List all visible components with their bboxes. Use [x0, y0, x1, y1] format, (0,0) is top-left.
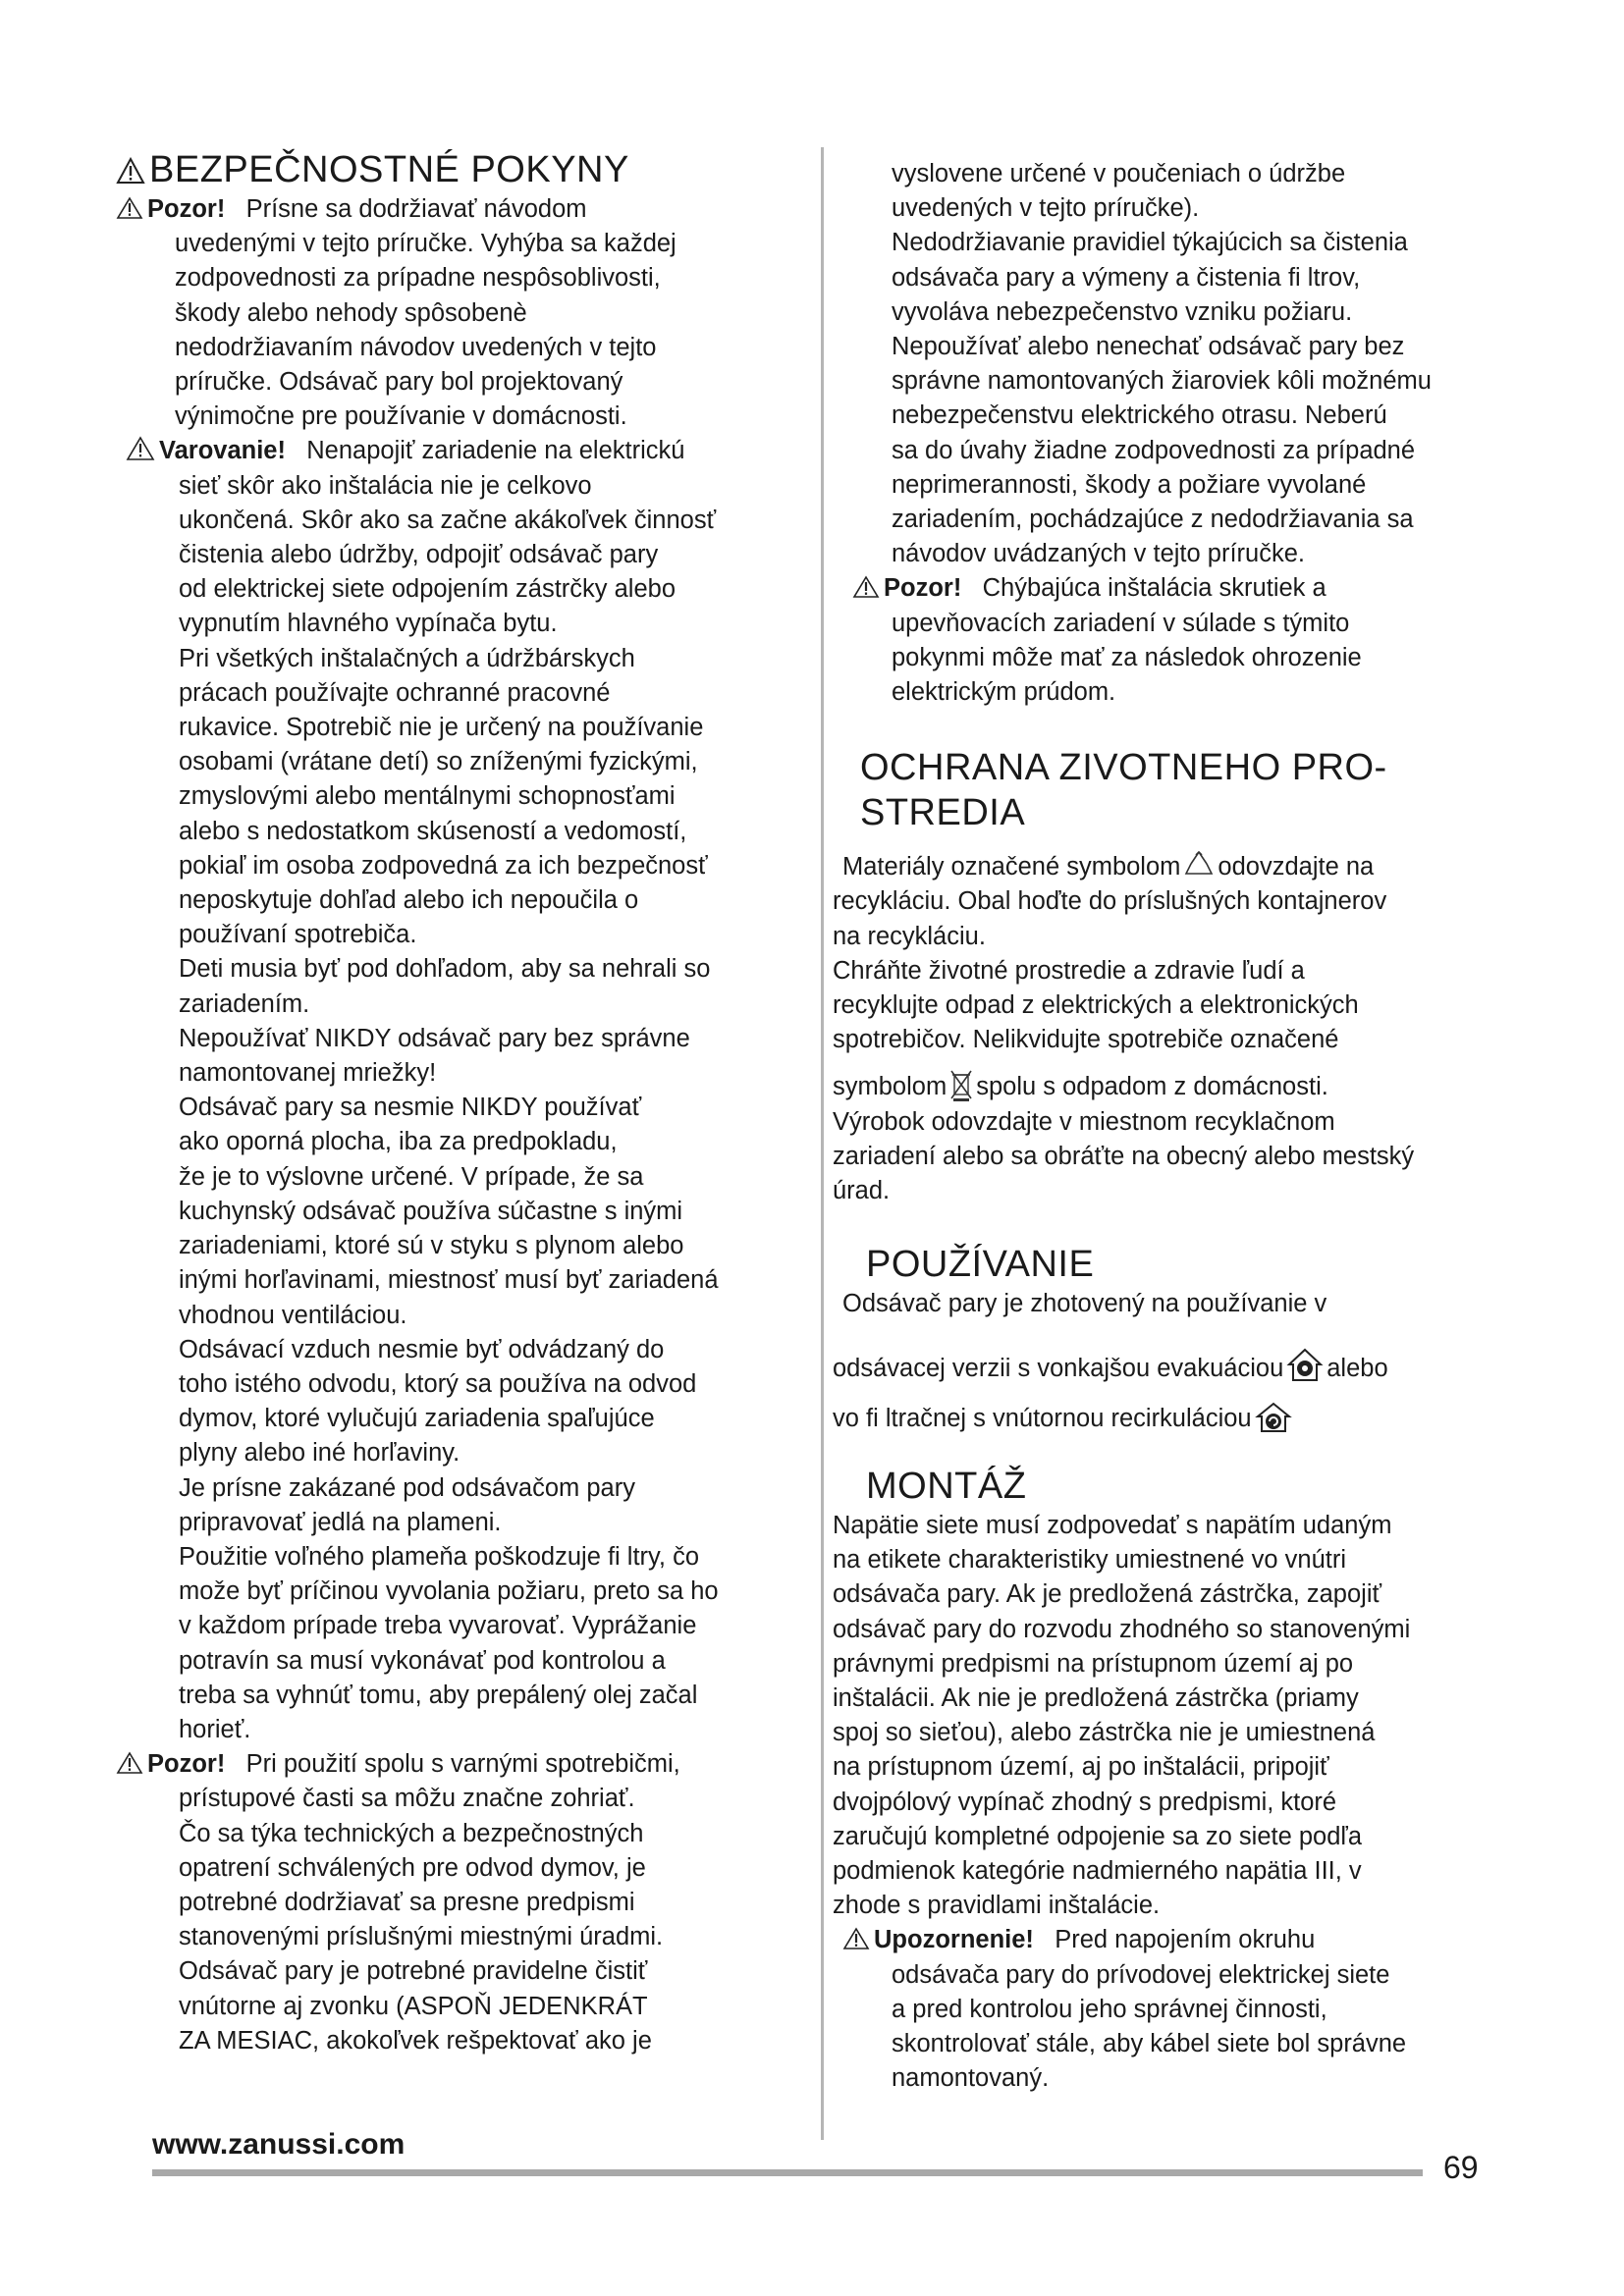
footer-url[interactable]: www.zanussi.com: [152, 2128, 406, 2161]
warning-triangle-icon: [116, 196, 143, 220]
text-line: vyslovene určené v poučeniach o údržbe: [892, 160, 1346, 187]
recirculation-mode-icon: [1254, 1401, 1293, 1434]
pozor3-label: Pozor!: [884, 574, 962, 603]
text-line: horieť.: [179, 1715, 251, 1743]
pozor1-label: Pozor!: [147, 195, 226, 223]
text-line: nedodržiavaním návodov uvedených v tejto: [175, 333, 657, 361]
text-line: škody alebo nehody spôsobenè: [175, 298, 527, 327]
warning-triangle-icon: [842, 1927, 870, 1950]
text-line: na prístupnom území, aj po inštalácii, pripojiť: [833, 1753, 1329, 1782]
text-line: zhode s pravidlami inštalácie.: [833, 1892, 1161, 1920]
text-line: ZA MESIAC, akokoľvek rešpektovať ako je: [179, 2026, 652, 2055]
text-line: odsávača pary do prívodovej elektrickej siete: [892, 1960, 1390, 1989]
montaz-body: [833, 1509, 1489, 1923]
text-line: vypnutím hlavného vypínača bytu.: [179, 610, 558, 638]
pozor2-label: Pozor!: [147, 1750, 226, 1779]
left-column: [145, 147, 813, 2058]
text-line: odsávača pary. Ak je predložená zástrčka, zapojiť: [833, 1580, 1382, 1609]
warning-triangle-icon: [852, 575, 880, 599]
warning-triangle-icon: [126, 436, 155, 461]
text-line: stanovenými príslušnými miestnými úradmi.: [179, 1923, 664, 1951]
text-line: Výrobok odovzdajte v miestnom recyklačnom: [833, 1107, 1335, 1136]
warning-triangle-icon: [116, 157, 145, 185]
warning-triangle-icon: [116, 1751, 143, 1775]
ochrana-line-weee: symbolom spolu s odpadom z domácnosti.: [833, 1067, 1489, 1104]
text-line: zariadeniami, ktoré sú v styku s plynom alebo: [179, 1232, 684, 1260]
pozor2-lead: Pozor! Pri použití spolu s varnými spotrebičmi,: [116, 1747, 813, 1782]
text-line: spotrebičov. Nelikvidujte spotrebiče označené: [833, 1026, 1339, 1054]
text-line: toho istého odvodu, ktorý sa používa na odvod: [179, 1369, 697, 1398]
ochrana-heading: OCHRANA ZIVOTNEHO PRO-: [860, 747, 1387, 789]
text-line: uvedených v tejto príručke).: [892, 194, 1200, 223]
text-line: Pri všetkých inštalačných a údržbárskych: [179, 644, 635, 672]
text-line: Čo sa týka technických a bezpečnostných: [179, 1819, 644, 1847]
footer-bar: [152, 2169, 1423, 2176]
text-line: správne namontovaných žiaroviek kôli možnému: [892, 367, 1432, 396]
montaz-section: [833, 1464, 1489, 2096]
ochrana-body-b: [833, 1105, 1489, 1209]
text-line: úrad.: [833, 1177, 891, 1205]
text-line: Chráňte životné prostredie a zdravie ľudí a: [833, 956, 1305, 985]
text-line: Nepoužívať NIKDY odsávač pary bez správne: [179, 1024, 690, 1052]
text-line: ukončená. Skôr ako sa začne akákoľvek činnosť: [179, 506, 717, 534]
text-line: zariadením, pochádzajúce z nedodržiavania sa: [892, 506, 1414, 534]
text-line: kuchynský odsávač používa súčastne s inými: [179, 1197, 683, 1225]
pozor3-body: [833, 607, 1489, 711]
text-line: dvojpólový vypínač zhodný s predpismi, ktoré: [833, 1788, 1337, 1816]
upozornenie-lead: Upozornenie! Pred napojením okruhu: [842, 1923, 1489, 1957]
text-line: upevňovacích zariadení v súlade s týmito: [892, 609, 1350, 637]
text-line: odsávača pary a výmeny a čistenia fi ltrov,: [892, 263, 1361, 292]
text-line: zodpovednosti za prípadne nespôsoblivosti,: [175, 264, 661, 293]
page-number: 69: [1443, 2150, 1479, 2185]
pouzivanie-heading: POUŽÍVANIE: [866, 1244, 1095, 1286]
text-line: elektrickým prúdom.: [892, 678, 1116, 707]
text-line: uvedenými v tejto príručke. Vyhýba sa každej: [175, 230, 677, 258]
text-line: sieť skôr ako inštalácia nie je celkovo: [179, 471, 592, 500]
text-line: v každom prípade treba vyvarovať. Vyprážanie: [179, 1612, 697, 1640]
extraction-mode-icon: [1285, 1345, 1325, 1384]
varovanie-label: Varovanie!: [159, 437, 286, 465]
text-line: recyklujte odpad z elektrických a elektronických: [833, 991, 1359, 1020]
text-line: zaručujú kompletné odpojenie sa zo siete podľa: [833, 1822, 1363, 1850]
text-line: vhodnou ventiláciou.: [179, 1301, 407, 1329]
text-line: vyvoláva nebezpečenstvo vzniku požiaru.: [892, 297, 1353, 326]
pozor2-body: [116, 1782, 813, 2058]
safety-heading: BEZPEČNOSTNÉ POKYNY: [116, 147, 813, 192]
text-line: namontovaný.: [892, 2064, 1050, 2093]
text-line: opatrení schválených pre odvod dymov, je: [179, 1853, 646, 1882]
text-line: pokiaľ im osoba zodpovedná za ich bezpečnosť: [179, 851, 708, 880]
pouzivanie-section: [833, 1242, 1489, 1436]
right-column: [833, 157, 1489, 2096]
ochrana-section: [833, 745, 1489, 1208]
text-line: odsávač pary do rozvodu zhodného so stanovenými: [833, 1615, 1411, 1643]
text-line: zariadením.: [179, 989, 310, 1018]
text-line: prácach používajte ochranné pracovné: [179, 678, 611, 707]
text-line: pokynmi môže mať za následok ohrozenie: [892, 643, 1362, 671]
text-line: Napätie siete musí zodpovedať s napätím udaným: [833, 1511, 1392, 1539]
text-line: sa do úvahy žiadne zodpovednosti za prípadné: [892, 436, 1416, 464]
ochrana-line-1: Materiály označené symbolom odovzdajte na: [833, 849, 1489, 884]
text-line: že je to výslovne určené. V prípade, že sa: [179, 1162, 644, 1191]
pozor3-lead: Pozor! Chýbajúca inštalácia skrutiek a: [852, 571, 1489, 606]
text-line: na recykláciu.: [833, 922, 986, 950]
text-line: Odsávací vzduch nesmie byť odvádzaný do: [179, 1335, 665, 1363]
pozor1-body: [116, 227, 813, 434]
text-line: namontovanej mriežky!: [179, 1059, 437, 1088]
crossed-bin-icon: [948, 1067, 974, 1102]
text-line: na etikete charakteristiky umiestnené vo vnútri: [833, 1546, 1346, 1575]
text-line: Nepoužívať alebo nenechať odsávač pary bez: [892, 333, 1405, 361]
text-line: skontrolovať stále, aby kábel siete bol správne: [892, 2029, 1407, 2057]
text-line: zmyslovými alebo mentálnymi schopnosťami: [179, 782, 676, 811]
text-line: spoj so sieťou), alebo zástrčka nie je umiestnená: [833, 1719, 1376, 1747]
text-line: osobami (vrátane detí) so zníženými fyzickými,: [179, 748, 698, 776]
text-line: rukavice. Spotrebič nie je určený na používanie: [179, 714, 704, 742]
upozornenie-label: Upozornenie!: [874, 1926, 1034, 1954]
text-line: Deti musia byť pod dohľadom, aby sa nehrali so: [179, 955, 711, 984]
upozornenie-body: [833, 1958, 1489, 2097]
pouzivanie-line-3: vo fi ltračnej s vnútornou recirkuláciou: [833, 1401, 1489, 1436]
text-line: potravín sa musí vykonávať pod kontrolou a: [179, 1646, 666, 1675]
text-line: výnimočne pre používanie v domácnosti.: [175, 402, 627, 431]
pouzivanie-line-1: Odsávač pary je zhotovený na používanie v: [842, 1290, 1327, 1318]
text-line: recykláciu. Obal hoďte do príslušných kontajnerov: [833, 887, 1387, 916]
text-line: plyny alebo iné horľaviny.: [179, 1439, 460, 1468]
text-line: právnymi predpismi na prístupnom území aj po: [833, 1649, 1354, 1678]
text-line: používaní spotrebiča.: [179, 921, 417, 949]
text-line: pripravovať jedlá na plameni.: [179, 1508, 502, 1536]
text-line: Je prísne zakázané pod odsávačom pary: [179, 1473, 635, 1502]
varovanie-body: [116, 469, 813, 1748]
text-line: prístupové časti sa môžu značne zohriať.: [179, 1785, 635, 1813]
text-line: neprimerannosti, škody a požiare vyvolané: [892, 470, 1367, 499]
text-line: potrebné dodržiavať sa presne predpismi: [179, 1888, 635, 1916]
pouzivanie-line-2: odsávacej verzii s vonkajšou evakuáciou alebo: [833, 1345, 1489, 1386]
column-divider: [821, 147, 824, 2140]
text-line: inými horľavinami, miestnosť musí byť zariadená: [179, 1266, 719, 1295]
text-line: od elektrickej siete odpojením zástrčky alebo: [179, 575, 677, 604]
text-line: može byť príčinou vyvolania požiaru, preto sa ho: [179, 1577, 719, 1606]
text-line: Nedodržiavanie pravidiel týkajúcich sa čistenia: [892, 229, 1408, 257]
text-line: príručke. Odsávač pary bol projektovaný: [175, 368, 623, 397]
text-line: Odsávač pary sa nesmie NIKDY používať: [179, 1094, 642, 1122]
ochrana-heading-cont: STREDIA: [860, 792, 1026, 834]
continuation-text: [833, 157, 1489, 571]
varovanie-lead: Varovanie! Nenapojiť zariadenie na elektrickú: [126, 434, 813, 468]
text-line: nebezpečenstvu elektrického otrasu. Neberú: [892, 401, 1387, 430]
montaz-heading: MONTÁŽ: [866, 1465, 1027, 1507]
text-line: ako oporná plocha, iba za predpokladu,: [179, 1128, 618, 1156]
text-line: zariadení alebo sa obráťte na obecný alebo mestský: [833, 1142, 1415, 1170]
text-line: alebo s nedostatkom skúseností a vedomostí,: [179, 817, 687, 845]
text-line: Odsávač pary je potrebné pravidelne čistiť: [179, 1957, 648, 1986]
text-line: dymov, ktoré vylučujú zariadenia spaľujúce: [179, 1405, 655, 1433]
text-line: a pred kontrolou jeho správnej činnosti,: [892, 1995, 1327, 2023]
text-line: treba sa vyhnúť tomu, aby prepálený olej začal: [179, 1681, 698, 1709]
text-line: Použitie voľného plameňa poškodzuje fi ltry, čo: [179, 1542, 700, 1571]
text-line: podmienok kategórie nadmierného napätia III, v: [833, 1856, 1362, 1885]
text-line: čistenia alebo údržby, odpojiť odsávač pary: [179, 541, 659, 569]
text-line: inštalácii. Ak nie je predložená zástrčka (priamy: [833, 1683, 1359, 1712]
recycle-icon: [1182, 849, 1216, 882]
text-line: vnútorne aj zvonku (ASPOŇ JEDENKRÁT: [179, 1992, 648, 2020]
text-line: návodov uvádzaných v tejto príručke.: [892, 540, 1305, 568]
ochrana-body-a: [833, 884, 1489, 1057]
text-line: neposkytuje dohľad alebo ich nepoučila o: [179, 886, 639, 915]
pozor1-lead: Pozor! Prísne sa dodržiavať návodom: [116, 192, 813, 227]
